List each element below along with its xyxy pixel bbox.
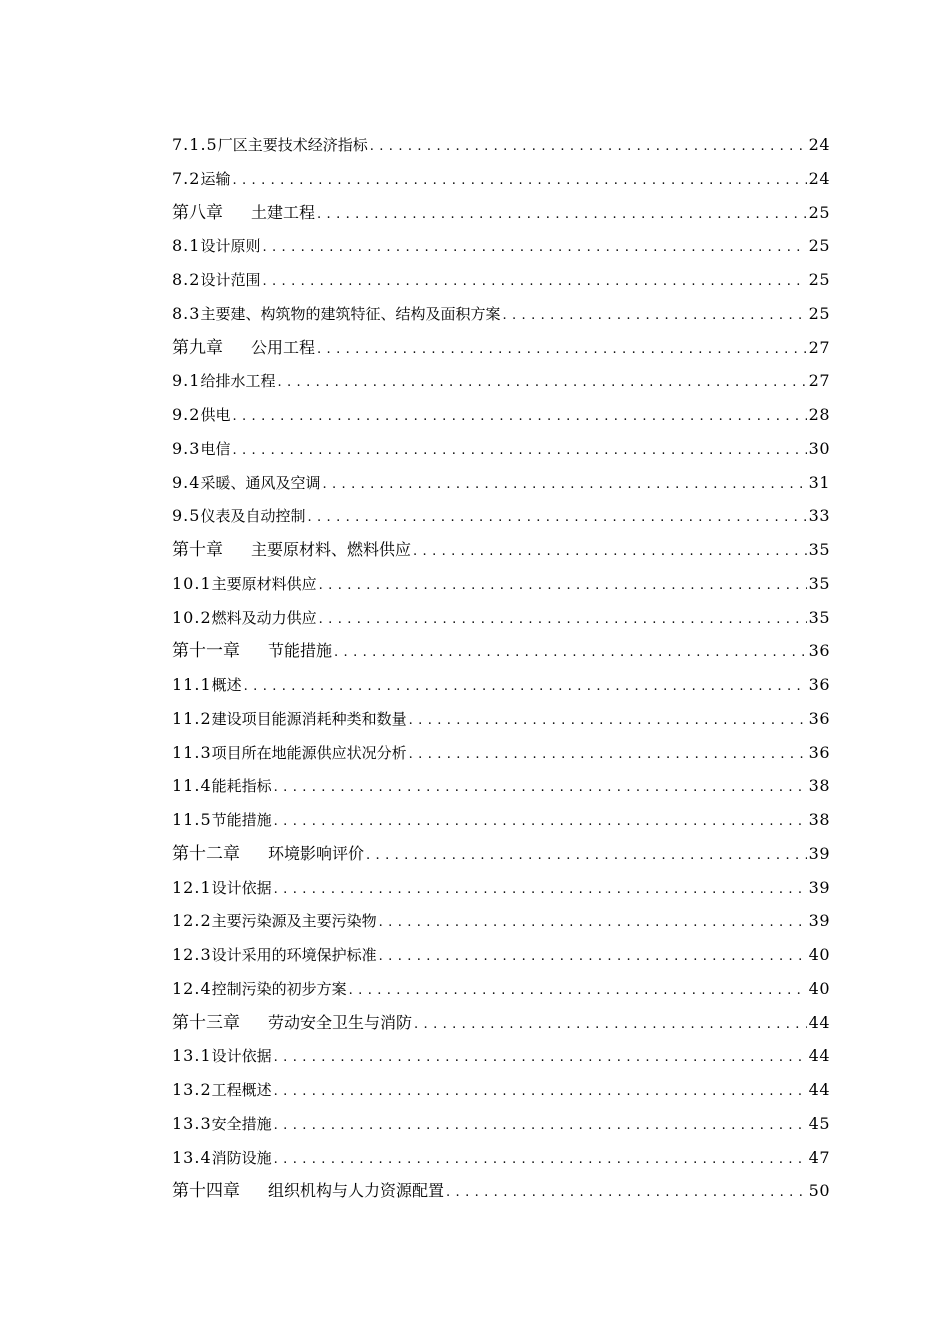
toc-dot-leader — [322, 468, 806, 500]
toc-entry-title: 主要原材料、燃料供应 — [251, 540, 412, 559]
toc-entry-number: 9.3 — [172, 438, 201, 458]
toc-entry-title: 主要污染源及主要污染物 — [211, 912, 377, 931]
toc-entry-title: 环境影响评价 — [268, 843, 365, 863]
toc-entry-number: 13.2 — [172, 1080, 212, 1099]
toc-section-entry[interactable] — [172, 904, 830, 938]
toc-entry-number: 第九章 — [172, 337, 223, 358]
toc-page-number: 50 — [808, 1181, 830, 1201]
toc-entry-title: 设计依据 — [211, 878, 272, 897]
toc-dot-leader — [409, 704, 807, 736]
toc-page-number: 38 — [808, 810, 830, 829]
toc-entry-title: 主要建、构筑物的建筑特征、结构及面积方案 — [200, 304, 501, 323]
toc-entry-number: 12.3 — [172, 945, 212, 964]
toc-page-number: 36 — [808, 708, 830, 728]
toc-page-number: 45 — [808, 1113, 830, 1133]
toc-entry-number: 13.1 — [172, 1046, 212, 1066]
toc-dot-leader — [409, 738, 807, 770]
toc-entry-number: 11.1 — [172, 675, 212, 694]
toc-page-number: 24 — [808, 168, 830, 188]
toc-section-entry[interactable] — [172, 297, 830, 331]
toc-entry-number: 7.2 — [172, 168, 201, 188]
toc-entry-number: 11.2 — [172, 708, 212, 728]
toc-entry-title: 控制污染的初步方案 — [211, 979, 347, 998]
toc-chapter-entry[interactable] — [172, 1006, 830, 1040]
toc-section-entry[interactable] — [172, 229, 830, 263]
toc-dot-leader — [274, 1109, 807, 1141]
toc-dot-leader — [379, 906, 807, 938]
toc-dot-leader — [414, 1008, 807, 1040]
toc-entry-number: 11.4 — [172, 776, 212, 796]
toc-entry-title: 设计原则 — [200, 237, 261, 256]
toc-entry-title: 燃料及动力供应 — [211, 608, 317, 627]
toc-entry-title: 电信 — [200, 439, 231, 458]
toc-page-number: 36 — [808, 675, 830, 694]
toc-entry-title: 建设项目能源消耗种类和数量 — [211, 709, 407, 728]
toc-dot-leader — [274, 1041, 807, 1073]
toc-page-number: 36 — [808, 641, 830, 661]
toc-page-number: 25 — [808, 303, 830, 323]
toc-chapter-entry[interactable] — [172, 837, 830, 871]
toc-dot-leader — [413, 535, 807, 567]
toc-section-entry[interactable] — [172, 668, 830, 702]
toc-entry-title: 工程概述 — [211, 1081, 272, 1099]
toc-section-entry[interactable] — [172, 601, 830, 635]
toc-entry-title: 节能措施 — [268, 641, 333, 661]
toc-dot-leader — [317, 198, 807, 230]
toc-section-entry[interactable] — [172, 263, 830, 297]
toc-entry-number: 11.5 — [172, 810, 212, 829]
toc-entry-title: 土建工程 — [251, 202, 316, 222]
toc-entry-number: 第十二章 — [172, 843, 240, 864]
toc-dot-leader — [274, 873, 807, 905]
toc-dot-leader — [317, 333, 807, 365]
toc-section-entry[interactable] — [172, 736, 830, 770]
toc-page-number: 27 — [808, 371, 830, 391]
toc-dot-leader — [379, 940, 807, 972]
toc-page-number: 36 — [808, 742, 830, 762]
toc-entry-number: 10.2 — [172, 607, 212, 627]
toc-entry-title: 采暖、通风及空调 — [200, 473, 321, 492]
toc-page-number: 25 — [808, 236, 830, 256]
toc-section-entry[interactable] — [172, 1107, 830, 1141]
toc-entry-number: 8.2 — [172, 270, 201, 289]
toc-dot-leader — [274, 1075, 807, 1107]
toc-chapter-entry[interactable] — [172, 533, 830, 567]
toc-chapter-entry[interactable] — [172, 196, 830, 230]
toc-section-entry[interactable] — [172, 938, 830, 972]
toc-entry-number: 12.4 — [172, 978, 212, 998]
toc-section-entry[interactable] — [172, 432, 830, 466]
toc-entry-title: 项目所在地能源供应状况分析 — [211, 743, 407, 762]
toc-dot-leader — [232, 400, 806, 432]
toc-page-number: 44 — [808, 1046, 830, 1066]
toc-entry-number: 13.4 — [172, 1147, 212, 1167]
toc-page-number: 44 — [808, 1012, 830, 1032]
toc-dot-leader — [334, 636, 807, 668]
toc-entry-number: 8.3 — [172, 303, 201, 323]
toc-dot-leader — [349, 974, 807, 1006]
toc-section-entry[interactable] — [172, 1039, 830, 1073]
toc-section-entry[interactable] — [172, 871, 830, 905]
toc-page-number: 47 — [808, 1147, 830, 1167]
toc-section-entry[interactable] — [172, 499, 830, 533]
toc-chapter-entry[interactable] — [172, 634, 830, 668]
toc-entry-title: 设计范围 — [200, 271, 261, 289]
toc-dot-leader — [262, 265, 806, 297]
toc-entry-number: 10.1 — [172, 573, 212, 593]
toc-dot-leader — [274, 805, 807, 837]
toc-entry-number: 11.3 — [172, 742, 212, 762]
toc-dot-leader — [502, 299, 806, 331]
toc-dot-leader — [319, 569, 807, 601]
toc-entry-number: 13.3 — [172, 1113, 212, 1133]
toc-entry-number: 9.4 — [172, 472, 201, 492]
toc-section-entry[interactable] — [172, 398, 830, 432]
toc-page-number: 30 — [808, 438, 830, 458]
toc-entry-title: 节能措施 — [211, 811, 272, 829]
toc-entry-number: 第十四章 — [172, 1181, 240, 1202]
toc-dot-leader — [319, 603, 807, 635]
toc-dot-leader — [446, 1176, 807, 1208]
toc-entry-title: 劳动安全卫生与消防 — [268, 1012, 413, 1032]
toc-section-entry[interactable] — [172, 128, 830, 162]
toc-dot-leader — [366, 839, 807, 871]
toc-dot-leader — [232, 164, 806, 196]
toc-entry-number: 第十三章 — [172, 1012, 240, 1033]
toc-entry-title: 公用工程 — [251, 337, 316, 357]
toc-dot-leader — [274, 771, 807, 803]
toc-entry-title: 设计采用的环境保护标准 — [211, 946, 377, 964]
toc-entry-title: 设计依据 — [211, 1047, 272, 1066]
toc-entry-number: 9.2 — [172, 405, 201, 424]
toc-entry-number: 第十一章 — [172, 641, 240, 662]
toc-page-number: 40 — [808, 978, 830, 998]
toc-chapter-entry[interactable] — [172, 331, 830, 365]
toc-entry-number: 8.1 — [172, 236, 201, 256]
toc-entry-number: 7.1.5 — [172, 135, 218, 154]
toc-section-entry[interactable] — [172, 1073, 830, 1107]
toc-dot-leader — [262, 231, 806, 263]
toc-chapter-entry[interactable] — [172, 1174, 830, 1208]
toc-section-entry[interactable] — [172, 364, 830, 398]
toc-page-number: 25 — [808, 202, 830, 222]
toc-dot-leader — [307, 501, 806, 533]
toc-entry-number: 第八章 — [172, 202, 223, 223]
toc-page-number: 33 — [808, 506, 830, 526]
toc-page-number: 39 — [808, 911, 830, 931]
toc-section-entry[interactable] — [172, 1141, 830, 1175]
toc-entry-number: 12.1 — [172, 877, 212, 897]
toc-page-number: 25 — [808, 270, 830, 289]
toc-page-number: 31 — [808, 472, 830, 492]
toc-entry-number: 9.5 — [172, 506, 201, 526]
toc-entry-title: 运输 — [200, 169, 231, 188]
toc-dot-leader — [244, 670, 807, 702]
toc-entry-title: 概述 — [211, 676, 242, 694]
table-of-contents — [172, 128, 830, 1208]
toc-section-entry[interactable] — [172, 162, 830, 196]
toc-dot-leader — [274, 1143, 807, 1175]
toc-dot-leader — [277, 366, 806, 398]
toc-entry-title: 仪表及自动控制 — [200, 507, 306, 526]
toc-page-number: 40 — [808, 945, 830, 964]
toc-entry-title: 消防设施 — [211, 1148, 272, 1167]
toc-entry-number: 9.1 — [172, 371, 201, 391]
toc-page-number: 44 — [808, 1080, 830, 1099]
toc-entry-title: 安全措施 — [211, 1114, 272, 1133]
toc-dot-leader — [370, 130, 807, 162]
toc-entry-title: 能耗指标 — [211, 777, 272, 796]
toc-entry-title: 主要原材料供应 — [211, 574, 317, 593]
toc-page-number: 24 — [808, 135, 830, 154]
toc-page-number: 38 — [808, 776, 830, 796]
toc-page-number: 39 — [808, 843, 830, 863]
toc-page-number: 27 — [808, 337, 830, 357]
toc-entry-title: 组织机构与人力资源配置 — [268, 1181, 445, 1201]
toc-page-number: 35 — [808, 540, 830, 559]
toc-page-number: 35 — [808, 573, 830, 593]
toc-entry-number: 12.2 — [172, 911, 212, 931]
toc-entry-title: 给排水工程 — [200, 372, 276, 391]
toc-dot-leader — [232, 434, 806, 466]
toc-section-entry[interactable] — [172, 972, 830, 1006]
toc-entry-title: 厂区主要技术经济指标 — [217, 136, 368, 154]
toc-entry-title: 供电 — [200, 406, 231, 424]
toc-entry-number: 第十章 — [172, 540, 223, 560]
toc-section-entry[interactable] — [172, 769, 830, 803]
toc-page-number: 35 — [808, 607, 830, 627]
toc-section-entry[interactable] — [172, 702, 830, 736]
toc-section-entry[interactable] — [172, 803, 830, 837]
toc-page-number: 39 — [808, 877, 830, 897]
toc-section-entry[interactable] — [172, 466, 830, 500]
toc-section-entry[interactable] — [172, 567, 830, 601]
toc-page-number: 28 — [808, 405, 830, 424]
